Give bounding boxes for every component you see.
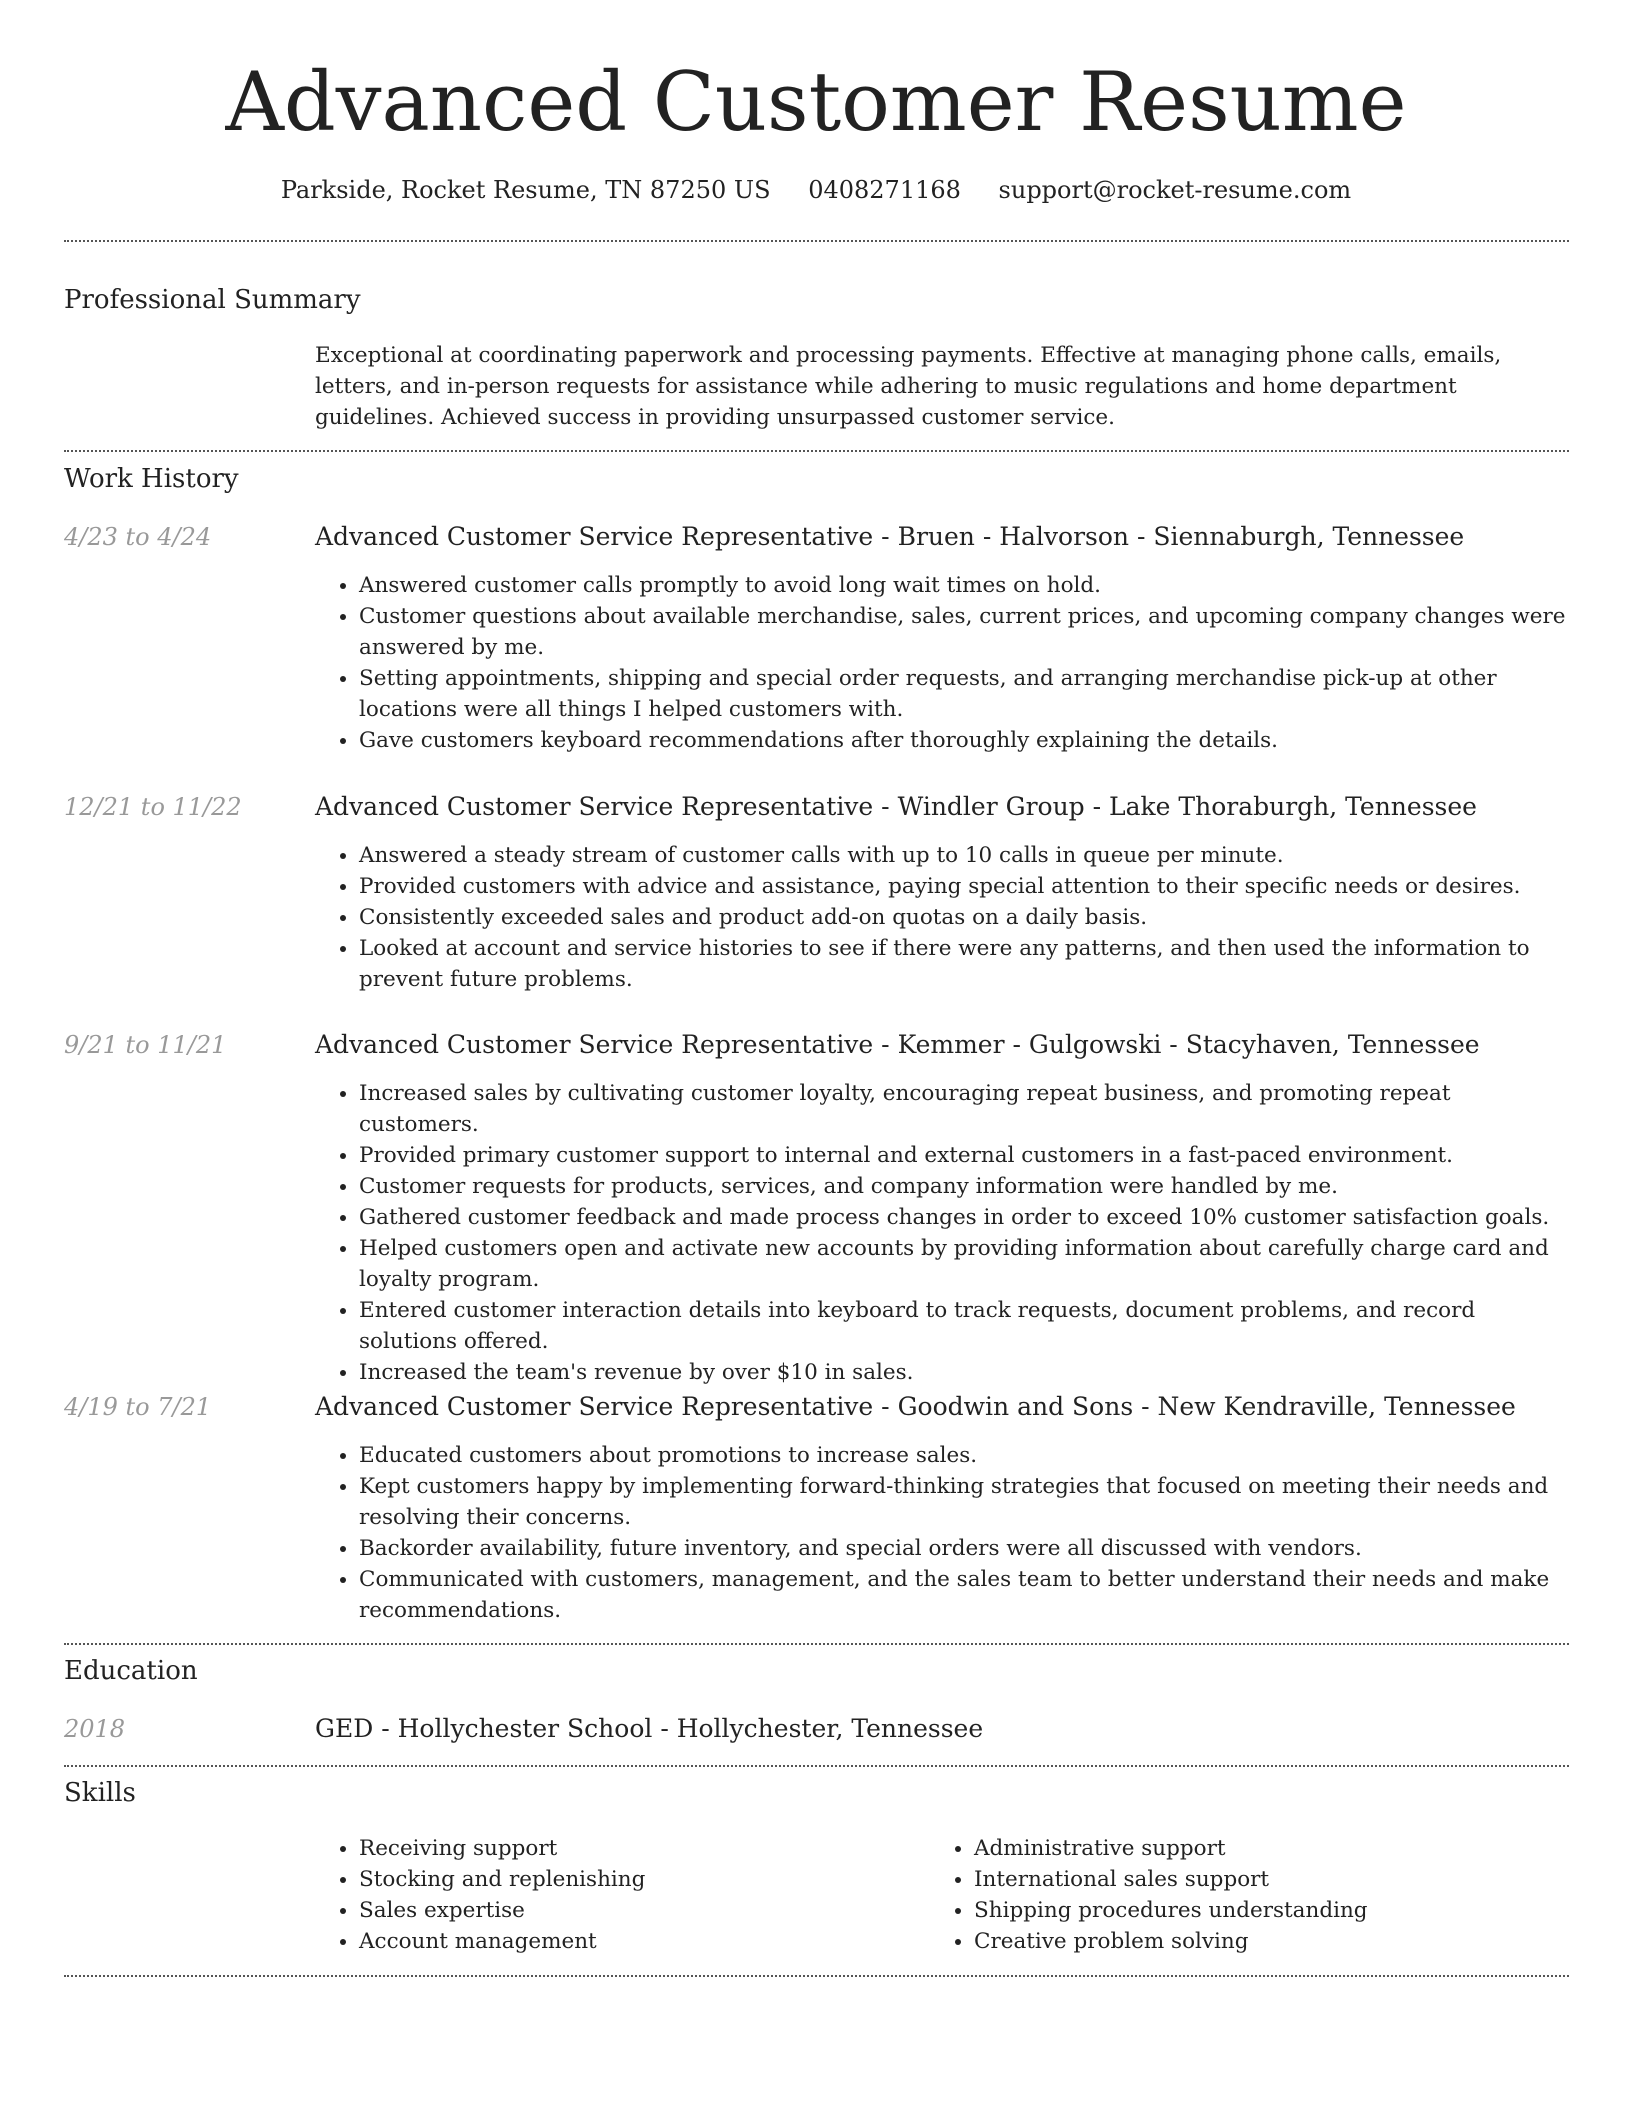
- divider: [64, 240, 1569, 242]
- resume-name: Advanced Customer Resume: [225, 56, 1407, 150]
- job-bullet: • Answered a steady stream of customer calls with up to 10 calls in queue per minute.: [359, 840, 1569, 871]
- contact-phone: 0408271168: [808, 176, 961, 204]
- divider: [64, 1643, 1569, 1645]
- job-dates: 4/23 to 4/24: [64, 523, 212, 551]
- job-title: Advanced Customer Service Representative - Goodwin and Sons - New Kendraville, Tennessee: [315, 1392, 1516, 1421]
- skills-list-right: [930, 1833, 1574, 1957]
- job-bullet: • Communicated with customers, management, and the sales team to better understand their needs and make recommendations.: [359, 1564, 1569, 1626]
- job-bullet: • Gave customers keyboard recommendations after thoroughly explaining the details.: [359, 725, 1569, 756]
- job-dates: 9/21 to 11/21: [64, 1031, 227, 1059]
- job-bullets: [315, 840, 1569, 995]
- section-title-summary: Professional Summary: [64, 285, 361, 315]
- job-dates: 4/19 to 7/21: [64, 1393, 212, 1421]
- job-bullets: [315, 1440, 1569, 1626]
- job-bullet: • Increased the team's revenue by over $10 in sales.: [359, 1357, 1569, 1388]
- job-bullet: • Gathered customer feedback and made process changes in order to exceed 10% customer satisfaction goals.: [359, 1202, 1569, 1233]
- skill-item: • International sales support: [974, 1864, 1574, 1895]
- contact-email: support@rocket-resume.com: [998, 176, 1352, 204]
- skill-item: • Account management: [359, 1926, 919, 1957]
- job-bullet: • Backorder availability, future inventory, and special orders were all discussed with vendors.: [359, 1533, 1569, 1564]
- summary-text: Exceptional at coordinating paperwork and processing payments. Effective at managing phone calls, emails, letters, and in-person requests for assistance while adhering to music regulations and home department guidelines. Achieved success in providing unsurpassed customer service.: [315, 343, 1502, 430]
- job-bullet: • Answered customer calls promptly to avoid long wait times on hold.: [359, 570, 1569, 601]
- skill-item: • Stocking and replenishing: [359, 1864, 919, 1895]
- education-text: GED - Hollychester School - Hollychester, Tennessee: [315, 1714, 984, 1743]
- job-dates: 12/21 to 11/22: [64, 793, 242, 821]
- job-bullet: • Looked at account and service histories to see if there were any patterns, and then used the information to prevent future problems.: [359, 933, 1569, 995]
- skill-item: • Shipping procedures understanding: [974, 1895, 1574, 1926]
- section-title-skills: Skills: [64, 1778, 136, 1808]
- job-title: Advanced Customer Service Representative - Bruen - Halvorson - Siennaburgh, Tennessee: [315, 522, 1465, 551]
- divider: [64, 450, 1569, 452]
- contact-line: [0, 170, 1632, 210]
- skill-item: • Sales expertise: [359, 1895, 919, 1926]
- job-bullet: • Helped customers open and activate new accounts by providing information about carefully charge card and loyalty program.: [359, 1233, 1569, 1295]
- job-bullet: • Increased sales by cultivating customer loyalty, encouraging repeat business, and promoting repeat customers.: [359, 1078, 1569, 1140]
- job-bullets: [315, 570, 1569, 756]
- job-bullet: • Entered customer interaction details into keyboard to track requests, document problems, and record solutions offered.: [359, 1295, 1569, 1357]
- job-bullet: • Customer questions about available merchandise, sales, current prices, and upcoming company changes were answered by me.: [359, 601, 1569, 663]
- skill-item: • Creative problem solving: [974, 1926, 1574, 1957]
- job-title: Advanced Customer Service Representative - Kemmer - Gulgowski - Stacyhaven, Tennessee: [315, 1030, 1480, 1059]
- education-year: 2018: [64, 1715, 126, 1743]
- job-bullet: • Kept customers happy by implementing forward-thinking strategies that focused on meeting their needs and resolving their concerns.: [359, 1471, 1569, 1533]
- job-title: Advanced Customer Service Representative - Windler Group - Lake Thoraburgh, Tennessee: [315, 792, 1477, 821]
- skills-list-left: [315, 1833, 919, 1957]
- skill-item: • Receiving support: [359, 1833, 919, 1864]
- divider: [64, 1975, 1569, 1977]
- job-bullet: • Provided customers with advice and assistance, paying special attention to their specific needs or desires.: [359, 871, 1569, 902]
- job-bullet: • Educated customers about promotions to increase sales.: [359, 1440, 1569, 1471]
- job-bullet: • Customer requests for products, services, and company information were handled by me.: [359, 1171, 1569, 1202]
- job-bullets: [315, 1078, 1569, 1388]
- contact-address: Parkside, Rocket Resume, TN 87250 US: [280, 176, 771, 204]
- section-title-work-history: Work History: [64, 464, 239, 494]
- job-bullet: • Setting appointments, shipping and special order requests, and arranging merchandise pick-up at other locations were all things I helped customers with.: [359, 663, 1569, 725]
- job-bullet: • Provided primary customer support to internal and external customers in a fast-paced environment.: [359, 1140, 1569, 1171]
- divider: [64, 1765, 1569, 1767]
- job-bullet: • Consistently exceeded sales and product add-on quotas on a daily basis.: [359, 902, 1569, 933]
- section-title-education: Education: [64, 1656, 198, 1686]
- skill-item: • Administrative support: [974, 1833, 1574, 1864]
